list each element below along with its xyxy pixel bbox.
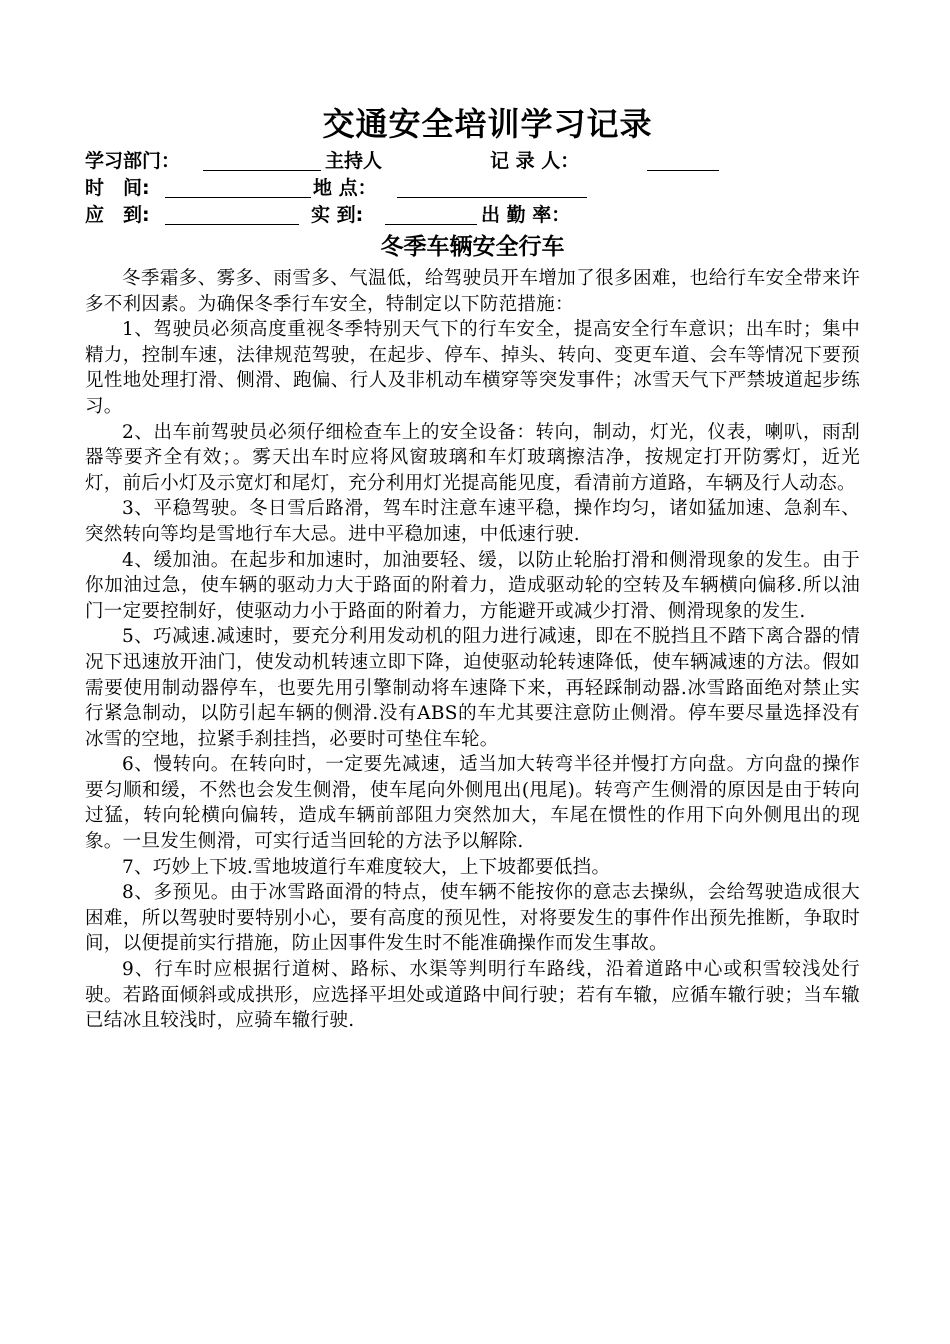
department-label: 学习部门： (85, 150, 181, 172)
time-blank (165, 197, 311, 198)
measure-paragraph-4: 4、缓加油。在起步和加速时，加油要轻、缓，以防止轮胎打滑和侧滑现象的发生。由于你加油过急，使车辆的驱动力大于路面的附着力，造成驱动轮的空转及车辆横向偏移.所以油门一定要控制好，使驱动力小于路面的附着力，方能避开或减少打滑、侧滑现象的发生. (85, 549, 860, 622)
actual-blank (385, 224, 477, 225)
expected-label: 应 到: (85, 204, 150, 226)
department-blank (203, 170, 321, 171)
attendance-rate-label: 出 勤 率： (481, 204, 571, 226)
place-label: 地 点： (313, 177, 377, 199)
recorder-blank (647, 170, 719, 171)
document-body (85, 266, 860, 1034)
intro-paragraph: 冬季霜多、雾多、雨雪多、气温低，给驾驶员开车增加了很多困难，也给行车安全带来许多不利因素。为确保冬季行车安全，特制定以下防范措施： (85, 268, 860, 315)
measure-paragraph-1: 1、驾驶员必须高度重视冬季特别天气下的行车安全，提高安全行车意识；出车时；集中精力，控制车速，法律规范驾驶，在起步、停车、掉头、转向、变更车道、会车等情况下要预见性地处理打滑、侧滑、跑偏、行人及非机动车横穿等突发事件；冰雪天气下严禁坡道起步练习。 (85, 319, 860, 417)
measure-paragraph-2: 2、出车前驾驶员必须仔细检查车上的安全设备：转向，制动，灯光，仪表，喇叭，雨刮器等要齐全有效；。雾天出车时应将风窗玻璃和车灯玻璃擦洁净，按规定打开防雾灯，近光灯，前后小灯及示宽灯和尾灯，充分利用灯光提高能见度，看清前方道路，车辆及行人动态。 (85, 421, 860, 494)
measure-paragraph-8: 8、多预见。由于冰雪路面滑的特点，使车辆不能按你的意志去操纵，会给驾驶造成很大困难，所以驾驶时要特别小心，要有高度的预见性，对将要发生的事件作出预先推断，争取时间，以便提前实行措施，防止因事件发生时不能准确操作而发生事故。 (85, 882, 860, 955)
expected-blank (165, 224, 299, 225)
measure-paragraph-6: 6、慢转向。在转向时，一定要先减速，适当加大转弯半径并慢打方向盘。方向盘的操作要匀顺和缓，不然也会发生侧滑，使车尾向外侧甩出(甩尾)。转弯产生侧滑的原因是由于转向过猛，转向轮横向偏转，造成车辆前部阻力突然加大，车尾在惯性的作用下向外侧甩出的现象。一旦发生侧滑，可实行适当回轮的方法予以解除. (85, 754, 860, 853)
document-title: 交通安全培训学习记录 (322, 105, 653, 143)
meta-row-department (85, 148, 785, 174)
meta-row-attendance (85, 202, 785, 228)
measure-paragraph-9: 9、行车时应根据行道树、路标、水渠等判明行车路线，沿着道路中心或积雪较浅处行驶。若路面倾斜或成拱形，应选择平坦处或道路中间行驶；若有车辙，应循车辙行驶；当车辙已结冰且较浅时，应骑车辙行驶. (85, 959, 860, 1032)
host-label: 主持人 (325, 150, 383, 172)
section-title: 冬季车辆安全行车 (380, 234, 565, 260)
measure-paragraph-3: 3、平稳驾驶。冬日雪后路滑，驾车时注意车速平稳，操作均匀，诸如猛加速、急刹车、突然转向等均是雪地行车大忌。进中平稳加速，中低速行驶. (85, 498, 860, 545)
time-label: 时 间: (85, 177, 150, 199)
measure-paragraph-7: 7、巧妙上下坡.雪地坡道行车难度较大，上下坡都要低挡。 (122, 856, 611, 878)
actual-label: 实 到: (311, 204, 364, 226)
meta-row-time (85, 175, 785, 201)
recorder-label: 记 录 人： (490, 150, 580, 172)
measure-paragraph-5: 5、巧减速.减速时，要充分利用发动机的阻力进行减速，即在不脱挡且不踏下离合器的情况下迅速放开油门，使发动机转速立即下降，迫使驱动轮转速降低，使车辆减速的方法。假如需要使用制动器停车，也要先用引擎制动将车速降下来，再轻踩制动器.冰雪路面绝对禁止实行紧急制动，以防引起车辆的侧滑.没有ABS的车尤其要注意防止侧滑。停车要尽量选择没有冰雪的空地，拉紧手刹挂挡，必要时可垫住车轮。 (85, 626, 860, 750)
place-blank (397, 197, 587, 198)
